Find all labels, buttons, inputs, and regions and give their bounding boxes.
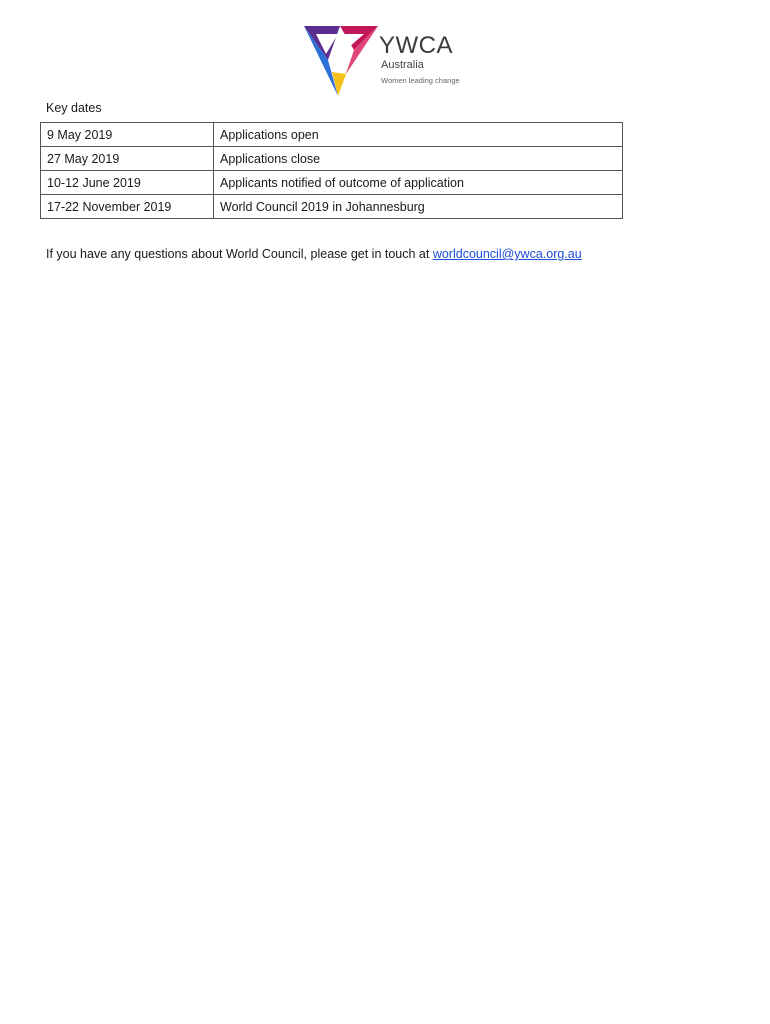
contact-paragraph xyxy=(46,246,582,262)
triangle-logo-icon xyxy=(302,24,378,98)
event-cell: Applicants notified of outcome of application xyxy=(214,171,623,195)
logo-country: Australia xyxy=(381,59,424,71)
event-cell: Applications open xyxy=(214,123,623,147)
key-dates-heading: Key dates xyxy=(46,101,102,115)
contact-text: If you have any questions about World Council, please get in touch at xyxy=(46,247,433,261)
table-row xyxy=(41,147,623,171)
logo-tagline: Women leading change xyxy=(381,76,460,85)
table-row xyxy=(41,195,623,219)
date-cell: 27 May 2019 xyxy=(41,147,214,171)
ywca-logo xyxy=(302,24,472,98)
table-row xyxy=(41,123,623,147)
event-cell: Applications close xyxy=(214,147,623,171)
date-cell: 9 May 2019 xyxy=(41,123,214,147)
logo-name: YWCA xyxy=(379,32,453,59)
table-row xyxy=(41,171,623,195)
date-cell: 10-12 June 2019 xyxy=(41,171,214,195)
event-cell: World Council 2019 in Johannesburg xyxy=(214,195,623,219)
email-link[interactable]: worldcouncil@ywca.org.au xyxy=(432,247,582,261)
date-cell: 17-22 November 2019 xyxy=(41,195,214,219)
key-dates-table xyxy=(40,122,623,219)
